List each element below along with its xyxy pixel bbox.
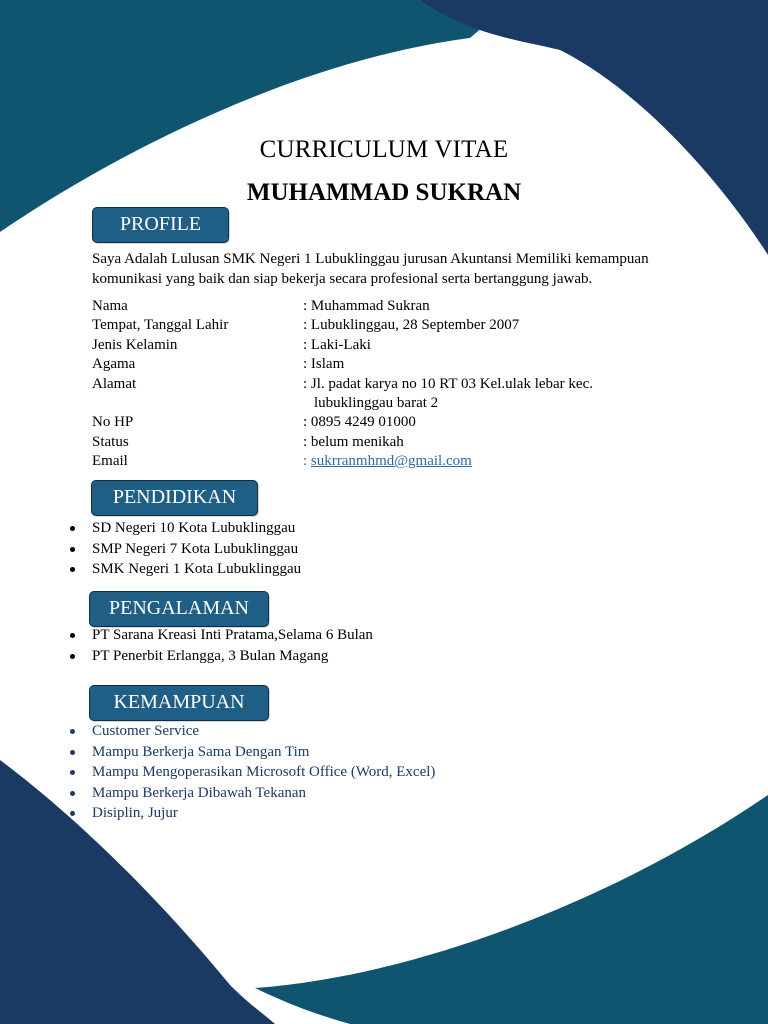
info-value — [303, 375, 623, 414]
list-item-text: Mampu Mengoperasikan Microsoft Office (Word, Excel) — [92, 764, 436, 781]
list-item-text: Customer Service — [92, 723, 200, 739]
info-label: Email — [92, 453, 128, 470]
section-heading-pengalaman: PENGALAMAN — [89, 591, 269, 627]
info-label: No HP — [92, 414, 134, 431]
info-label: Status — [92, 433, 129, 450]
list-item — [70, 518, 301, 539]
info-label: Jenis Kelamin — [92, 336, 178, 353]
list-item — [70, 762, 435, 783]
bullet-icon — [70, 547, 75, 552]
list-item-text: Mampu Berkerja Dibawah Tekanan — [92, 784, 307, 801]
list-item-text: Disiplin, Jujur — [92, 805, 178, 822]
info-value: : Muhammad Sukran — [303, 298, 430, 314]
list-item-text: Mampu Berkerja Sama Dengan Tim — [92, 743, 310, 760]
list-item-text: PT Penerbit Erlangga, 3 Bulan Magang — [92, 647, 329, 664]
experience-list — [70, 625, 373, 666]
list-item-text: PT Sarana Kreasi Inti Pratama,Selama 6 Bulan — [92, 627, 373, 643]
bullet-icon — [70, 526, 75, 531]
info-value: : Laki-Laki — [303, 336, 371, 353]
list-item — [70, 625, 373, 646]
list-item — [70, 803, 435, 824]
bullet-icon — [70, 791, 75, 796]
person-name: MUHAMMAD SUKRAN — [246, 179, 522, 206]
list-item-text: SMP Negeri 7 Kota Lubuklinggau — [92, 540, 299, 557]
info-label: Alamat — [92, 375, 137, 392]
info-value: : belum menikah — [303, 433, 404, 450]
email-link[interactable]: sukrranmhmd@gmail.com — [310, 453, 472, 470]
address-line-2: lubuklinggau barat 2 — [314, 394, 439, 411]
bullet-icon — [70, 811, 75, 816]
bullet-icon — [70, 633, 75, 638]
skills-list — [70, 721, 435, 824]
bullet-icon — [70, 654, 75, 659]
info-value: : 0895 4249 01000 — [303, 414, 416, 431]
education-list — [70, 518, 301, 580]
info-label: Agama — [92, 356, 136, 373]
list-item — [70, 559, 301, 580]
section-heading-kemampuan: KEMAMPUAN — [89, 685, 269, 721]
list-item-text: SMK Negeri 1 Kota Lubuklinggau — [92, 561, 302, 578]
info-label: Nama — [92, 298, 128, 314]
list-item — [70, 539, 301, 560]
info-value — [303, 452, 623, 471]
list-item — [70, 783, 435, 804]
bullet-icon — [70, 750, 75, 755]
list-item — [70, 721, 435, 742]
document-title: CURRICULUM VITAE — [259, 136, 509, 163]
info-value: : Lubuklinggau, 28 September 2007 — [303, 317, 520, 334]
email-prefix: : — [303, 453, 311, 470]
bullet-icon — [70, 729, 75, 734]
section-heading-pendidikan: PENDIDIKAN — [91, 480, 258, 516]
profile-summary: Saya Adalah Lulusan SMK Negeri 1 Lubuklinggau jurusan Akuntansi Memiliki kemampuan komunikasi yang baik dan siap bekerja secara profesional serta bertanggung jawab. — [92, 251, 649, 287]
section-heading-profile: PROFILE — [92, 207, 229, 243]
list-item — [70, 646, 373, 667]
bullet-icon — [70, 770, 75, 775]
bullet-icon — [70, 567, 75, 572]
info-label: Tempat, Tanggal Lahir — [92, 317, 229, 334]
list-item-text: SD Negeri 10 Kota Lubuklinggau — [92, 520, 296, 536]
info-value: : Islam — [303, 356, 345, 373]
address-line-1: : Jl. padat karya no 10 RT 03 Kel.ulak lebar kec. — [303, 375, 593, 392]
list-item — [70, 742, 435, 763]
